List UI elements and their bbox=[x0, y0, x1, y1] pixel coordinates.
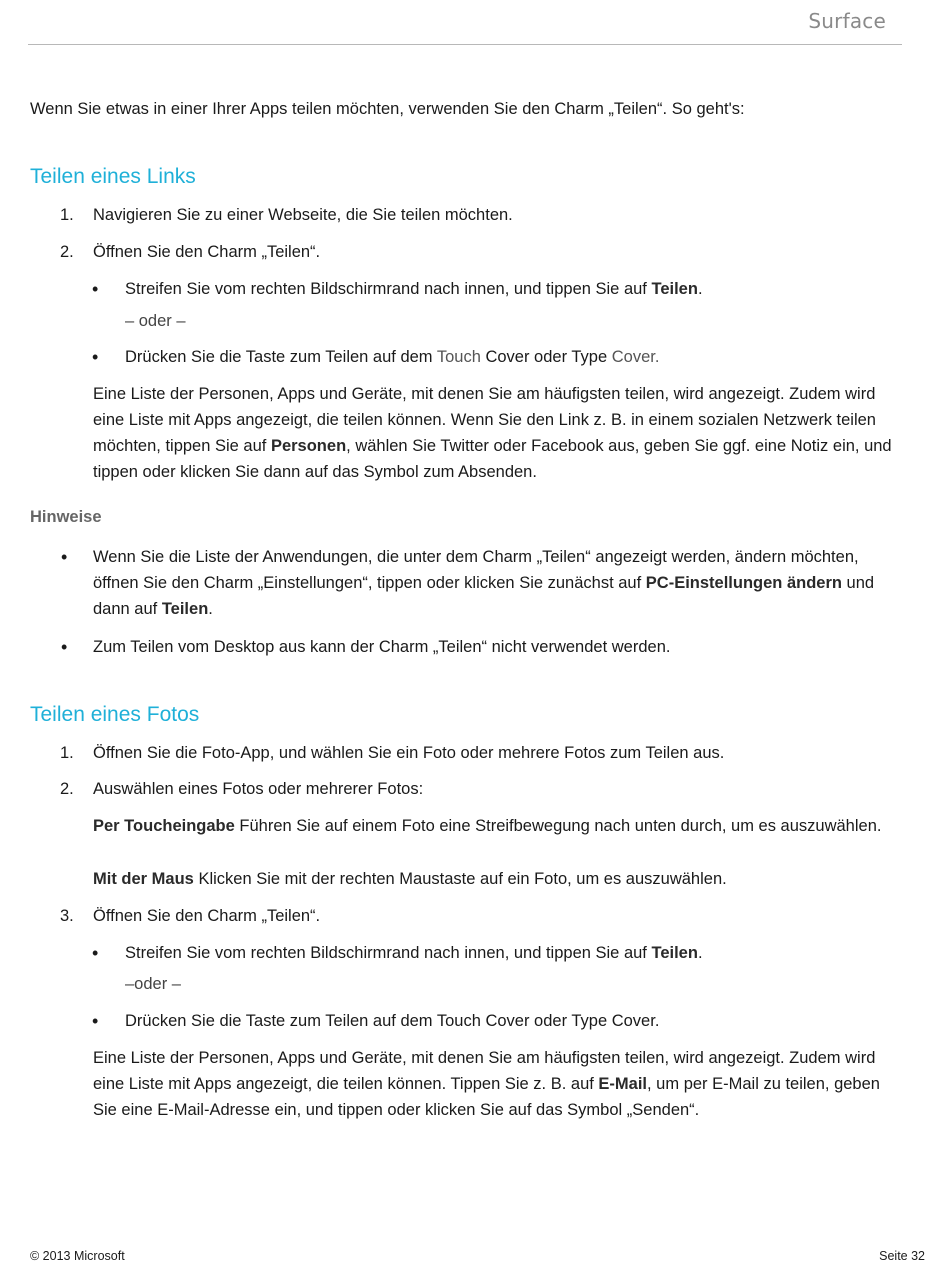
footer-copyright: © 2013 Microsoft bbox=[30, 1249, 125, 1263]
bold-term: Mit der Maus bbox=[93, 870, 194, 888]
bullet-marker bbox=[61, 544, 71, 571]
step-text: Öffnen Sie den Charm „Teilen“. bbox=[93, 243, 321, 261]
mouse-instruction: Mit der Maus Klicken Sie mit der rechten Maustaste auf ein Foto, um es auszuwählen. bbox=[93, 870, 727, 888]
bold-term: PC-Einstellungen ändern bbox=[645, 574, 842, 592]
header-divider bbox=[28, 44, 902, 45]
bold-term: Teilen bbox=[651, 280, 698, 298]
note-text: Wenn Sie die Liste der Anwendungen, die unter dem Charm „Teilen“ angezeigt werden, ändern möchten, öffnen Sie den Charm „Einstellungen“, tippen oder klicken Sie zunächst auf PC-Einstellungen ändern und dann auf Teilen. bbox=[93, 548, 875, 618]
step-text: Auswählen eines Fotos oder mehrerer Fotos: bbox=[93, 780, 424, 798]
intro-text: Wenn Sie etwas in einer Ihrer Apps teilen möchten, verwenden Sie den Charm „Teilen“. So geht's: bbox=[30, 100, 745, 118]
step-number: 2. bbox=[60, 243, 74, 261]
or-separator: – oder – bbox=[125, 312, 186, 330]
bold-term: Teilen bbox=[651, 944, 698, 962]
section-heading-link: Teilen eines Links bbox=[30, 165, 196, 188]
bullet-text: Streifen Sie vom rechten Bildschirmrand nach innen, und tippen Sie auf Teilen. bbox=[125, 944, 703, 962]
step-text: Öffnen Sie die Foto-App, und wählen Sie ein Foto oder mehrere Fotos zum Teilen aus. bbox=[93, 744, 725, 762]
step-number: 3. bbox=[60, 907, 74, 925]
bullet-text: Drücken Sie die Taste zum Teilen auf dem Touch Cover oder Type Cover. bbox=[125, 1012, 660, 1030]
notes-heading: Hinweise bbox=[30, 508, 102, 526]
or-separator: –oder – bbox=[125, 975, 181, 993]
header-logo: Surface bbox=[808, 9, 886, 33]
bullet-marker bbox=[92, 276, 102, 303]
bullet-marker bbox=[92, 1008, 102, 1035]
step-text: Navigieren Sie zu einer Webseite, die Sie teilen möchten. bbox=[93, 206, 513, 224]
note-text: Zum Teilen vom Desktop aus kann der Charm „Teilen“ nicht verwendet werden. bbox=[93, 638, 671, 656]
bold-term: E-Mail bbox=[598, 1075, 648, 1093]
step-number: 1. bbox=[60, 744, 74, 762]
bold-term: Personen bbox=[270, 437, 347, 455]
bold-term: Teilen bbox=[161, 600, 209, 618]
bullet-text: Streifen Sie vom rechten Bildschirmrand nach innen, und tippen Sie auf Teilen. bbox=[125, 280, 703, 298]
bullet-text: Drücken Sie die Taste zum Teilen auf dem Touch Cover oder Type Cover. bbox=[125, 348, 660, 366]
bullet-marker bbox=[92, 344, 102, 371]
touch-instruction: Per Toucheingabe Führen Sie auf einem Foto eine Streifbewegung nach unten durch, um es auszuwählen. bbox=[93, 817, 882, 835]
footer-page-number: Seite 32 bbox=[879, 1249, 925, 1263]
description-paragraph: Eine Liste der Personen, Apps und Geräte, mit denen Sie am häufigsten teilen, wird angezeigt. Zudem wird eine Liste mit Apps angezeigt, die teilen können. Tippen Sie z. B. auf E-Mail, um per E-Mail zu teilen, geben Sie eine E-Mail-Adresse ein, und tippen oder klicken Sie auf das Symbol „Senden“. bbox=[93, 1049, 880, 1119]
step-number: 2. bbox=[60, 780, 74, 798]
bold-term: Per Toucheingabe bbox=[93, 817, 235, 835]
step-text: Öffnen Sie den Charm „Teilen“. bbox=[93, 907, 321, 925]
step-number: 1. bbox=[60, 206, 74, 224]
section-heading-photo: Teilen eines Fotos bbox=[30, 703, 200, 726]
bullet-marker bbox=[92, 940, 102, 967]
description-paragraph: Eine Liste der Personen, Apps und Geräte, mit denen Sie am häufigsten teilen, wird angezeigt. Zudem wird eine Liste mit Apps angezeigt, die teilen können. Wenn Sie den Link z. B. in einem sozialen Netzwerk teilen möchten, tippen Sie auf Personen, wählen Sie Twitter oder Facebook aus, geben Sie ggf. eine Notiz ein, und tippen oder klicken Sie dann auf das Symbol zum Absenden. bbox=[93, 385, 892, 481]
bullet-marker bbox=[61, 634, 71, 661]
